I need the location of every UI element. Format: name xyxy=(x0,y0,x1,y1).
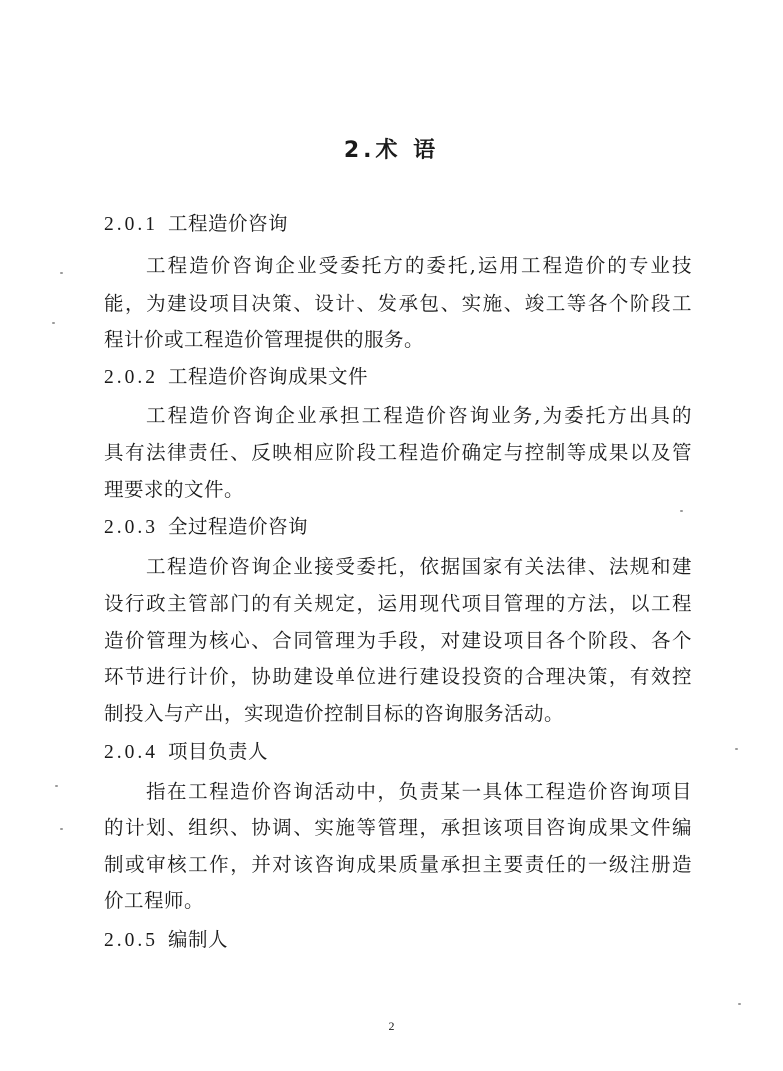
page-number: 2 xyxy=(388,1019,395,1033)
clause-heading xyxy=(104,208,288,236)
clause-text-line: 程计价或工程造价管理提供的服务。 xyxy=(104,328,425,351)
clause-text-line: 制投入与产出，实现造价控制目标的咨询服务活动。 xyxy=(104,702,565,725)
clause-term: 全过程造价咨询 xyxy=(168,515,309,538)
clause-text-line: 环节进行计价，协助建设单位进行建设投资的合理决策，有效控 xyxy=(104,665,692,688)
clause-text-line: 造价管理为核心、合同管理为手段，对建设项目各个阶段、各个 xyxy=(104,629,692,652)
section-title: 2.术 语 xyxy=(343,138,440,163)
clause-text-line: 的计划、组织、协调、实施等管理，承担该项目咨询成果文件编 xyxy=(104,816,692,839)
clause-number: 2.0.5 xyxy=(104,930,158,951)
clause-heading xyxy=(104,924,228,952)
clause-text-line: 价工程师。 xyxy=(104,889,205,912)
clause-text-line: 设行政主管部门的有关规定，运用现代项目管理的方法，以工程 xyxy=(104,592,692,615)
scan-speck xyxy=(680,510,683,512)
clause-term: 工程造价咨询 xyxy=(168,212,289,235)
clause-text-line: 制或审核工作，并对该咨询成果质量承担主要责任的一级注册造 xyxy=(104,853,692,876)
clause-number: 2.0.3 xyxy=(104,517,158,538)
scan-speck xyxy=(735,748,738,750)
clause-text-line: 工程造价咨询企业承担工程造价咨询业务,为委托方出具的 xyxy=(146,404,692,427)
clause-text-line: 具有法律责任、反映相应阶段工程造价确定与控制等成果以及管 xyxy=(104,441,692,464)
clause-number: 2.0.4 xyxy=(104,742,158,763)
clause-text-line: 指在工程造价咨询活动中，负责某一具体工程造价咨询项目 xyxy=(146,780,692,803)
clause-term: 项目负责人 xyxy=(168,740,269,763)
clause-heading xyxy=(104,511,308,539)
clause-text-line: 工程造价咨询企业受委托方的委托,运用工程造价的专业技 xyxy=(146,254,692,277)
scan-speck xyxy=(60,828,63,830)
clause-heading xyxy=(104,736,268,764)
clause-term: 编制人 xyxy=(168,928,229,951)
clause-text-line: 能，为建设项目决策、设计、发承包、实施、竣工等各个阶段工 xyxy=(104,292,692,315)
scan-speck xyxy=(60,272,63,274)
clause-number: 2.0.2 xyxy=(104,367,158,388)
clause-term: 工程造价咨询成果文件 xyxy=(168,365,369,388)
clause-number: 2.0.1 xyxy=(104,214,158,235)
clause-heading xyxy=(104,361,368,389)
scan-speck xyxy=(55,785,58,787)
scan-speck xyxy=(738,1003,741,1005)
scan-speck xyxy=(52,322,55,324)
clause-text-line: 理要求的文件。 xyxy=(104,478,245,501)
clause-text-line: 工程造价咨询企业接受委托，依据国家有关法律、法规和建 xyxy=(146,555,692,578)
